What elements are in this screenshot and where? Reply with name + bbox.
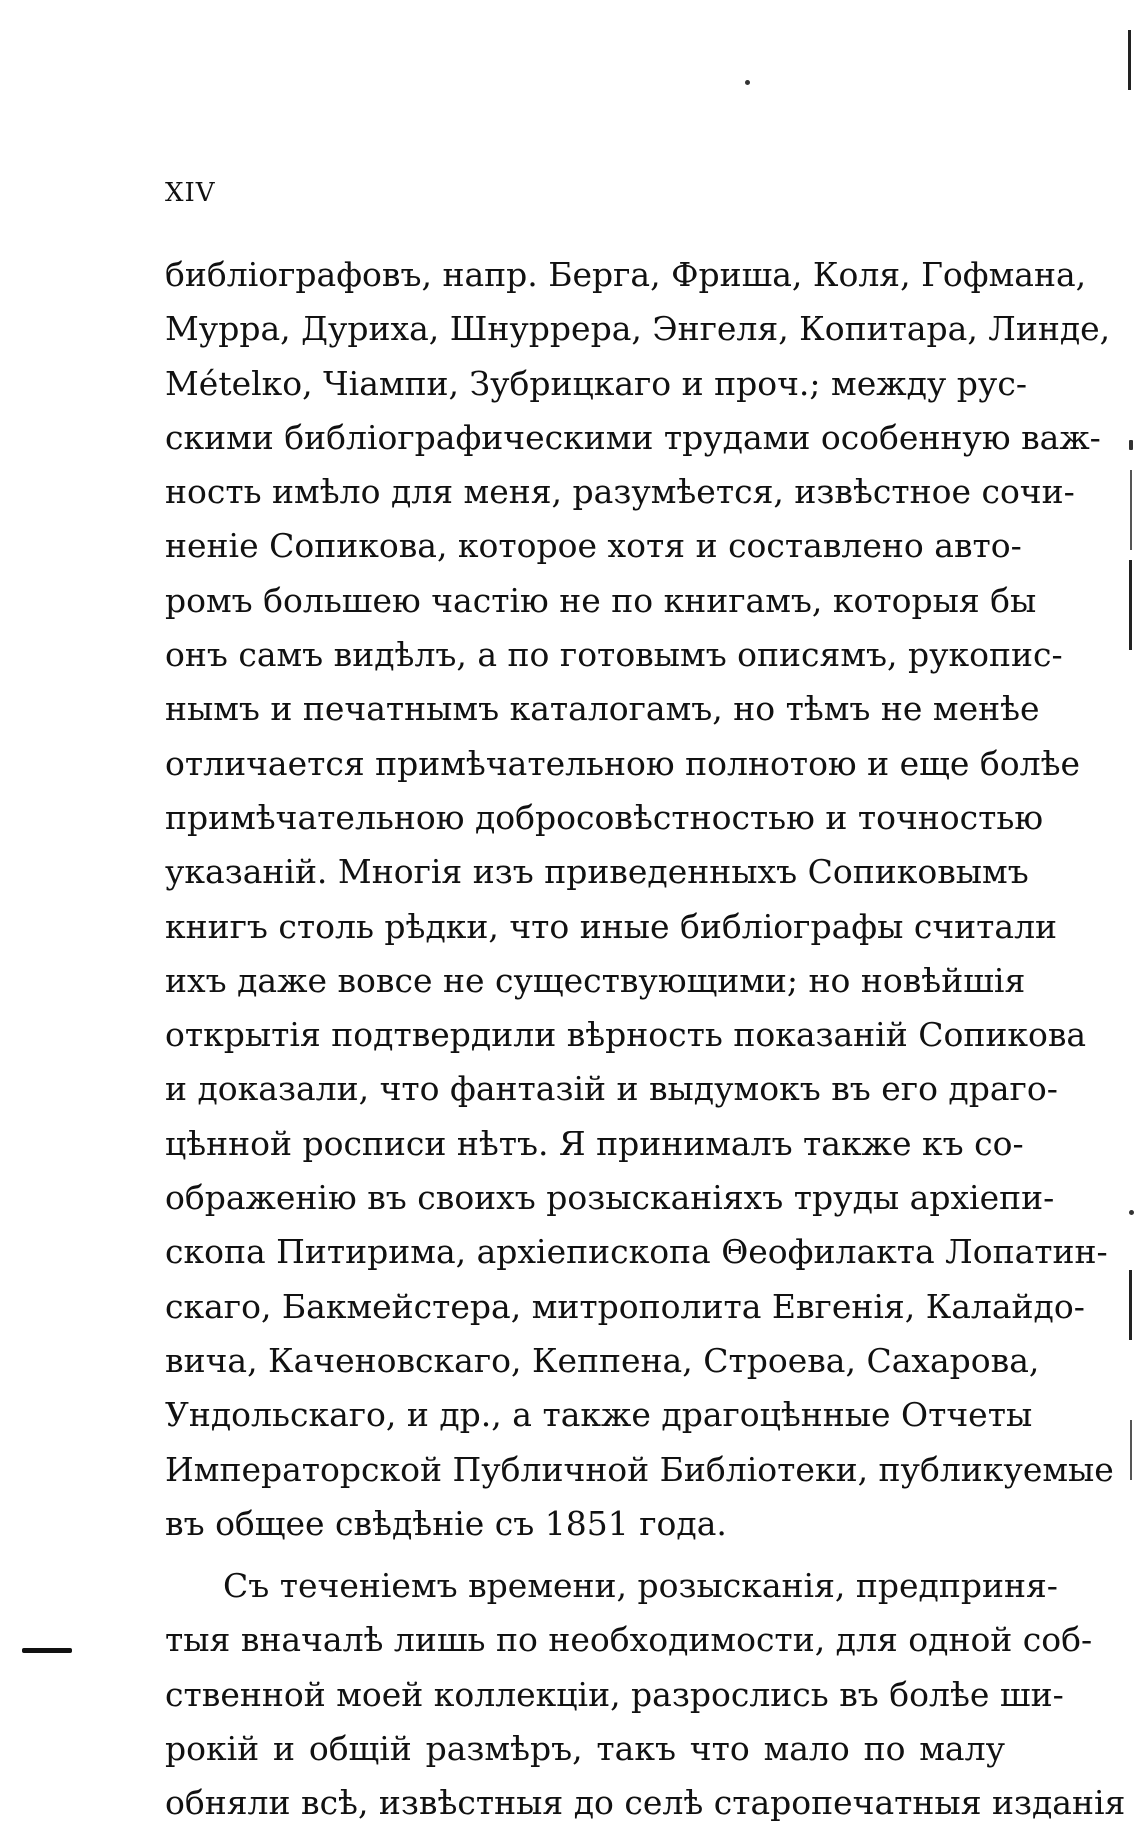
text-line: ображенію въ своихъ розысканіяхъ труды архіепи- <box>165 1178 1055 1218</box>
text-line: Императорской Публичной Библіотеки, публикуемые <box>165 1449 1114 1489</box>
text-line: отличается примѣчательною полнотою и еще болѣе <box>165 743 1080 783</box>
text-line: Мételко, Чіампи, Зубрицкаго и проч.; между рус- <box>165 363 1027 403</box>
text-line: вича, Каченовскаго, Кеппена, Строева, Сахарова, <box>165 1340 1040 1380</box>
text-line: неніе Сопикова, которое хотя и составлено авто- <box>165 526 1022 566</box>
scan-speck <box>745 80 750 85</box>
text-line: цѣнной росписи нѣтъ. Я принималъ также къ со- <box>165 1123 1024 1163</box>
page-number: XIV <box>165 178 216 208</box>
paragraph-1 <box>165 248 1114 1551</box>
text-line: ромъ большею частію не по книгамъ, которыя бы <box>165 580 1037 620</box>
text-line: тыя вначалѣ лишь по необходимости, для одной соб- <box>165 1620 1093 1660</box>
scan-speck <box>1129 440 1133 450</box>
body-text <box>165 248 1126 1831</box>
text-line: указаній. Многія изъ приведенныхъ Сопиковымъ <box>165 852 1029 892</box>
scan-edge-mark <box>1130 470 1132 550</box>
text-line: Мурра, Дуриха, Шнуррера, Энгеля, Копитара, Линде, <box>165 309 1111 349</box>
text-line: Съ теченіемъ времени, розысканія, предприня- <box>223 1566 1058 1606</box>
text-line: библіографовъ, напр. Берга, Фриша, Коля, Гофмана, <box>165 255 1087 294</box>
text-line: скаго, Бакмейстера, митрополита Евгенія, Калайдо- <box>165 1286 1085 1326</box>
scan-edge-mark <box>1129 1270 1132 1340</box>
text-line: примѣчательною добросовѣстностью и точностью <box>165 797 1044 837</box>
text-line: Ундольскаго, и др., а также драгоцѣнные Отчеты <box>165 1395 1033 1435</box>
text-line: обняли всѣ, извѣстныя до селѣ старопечатныя изданія <box>165 1783 1126 1823</box>
text-line: рокій и общій размѣръ, такъ что мало по малу <box>165 1729 1005 1769</box>
paragraph-gap <box>165 1551 1005 1559</box>
scan-edge-mark <box>1130 1420 1132 1480</box>
text-line: онъ самъ видѣлъ, а по готовымъ описямъ, рукопис- <box>165 635 1063 675</box>
text-line: ность имѣло для меня, разумѣется, извѣстное сочи- <box>165 472 1075 512</box>
text-line: скопа Питирима, архіепископа Θеофилакта Лопатин- <box>165 1232 1108 1272</box>
scan-speck <box>1129 1210 1134 1215</box>
scan-dash <box>22 1648 72 1653</box>
text-line: открытія подтвердили вѣрность показаній Сопикова <box>165 1015 1087 1055</box>
scan-edge-mark <box>1129 560 1132 650</box>
text-line: въ общее свѣдѣніе съ 1851 года. <box>165 1503 727 1543</box>
text-line: ственной моей коллекціи, разрослись въ болѣе ши- <box>165 1674 1064 1714</box>
text-line: и доказали, что фантазій и выдумокъ въ его драго- <box>165 1069 1058 1109</box>
text-line: ихъ даже вовсе не существующими; но новѣйшія <box>165 960 1026 1000</box>
text-line: нымъ и печатнымъ каталогамъ, но тѣмъ не менѣе <box>165 689 1040 729</box>
text-line: книгъ столь рѣдки, что иные библіографы считали <box>165 906 1058 946</box>
scan-edge-mark <box>1128 30 1131 90</box>
text-line: скими библіографическими трудами особенную важ- <box>165 417 1101 457</box>
paragraph-2 <box>165 1559 1126 1830</box>
